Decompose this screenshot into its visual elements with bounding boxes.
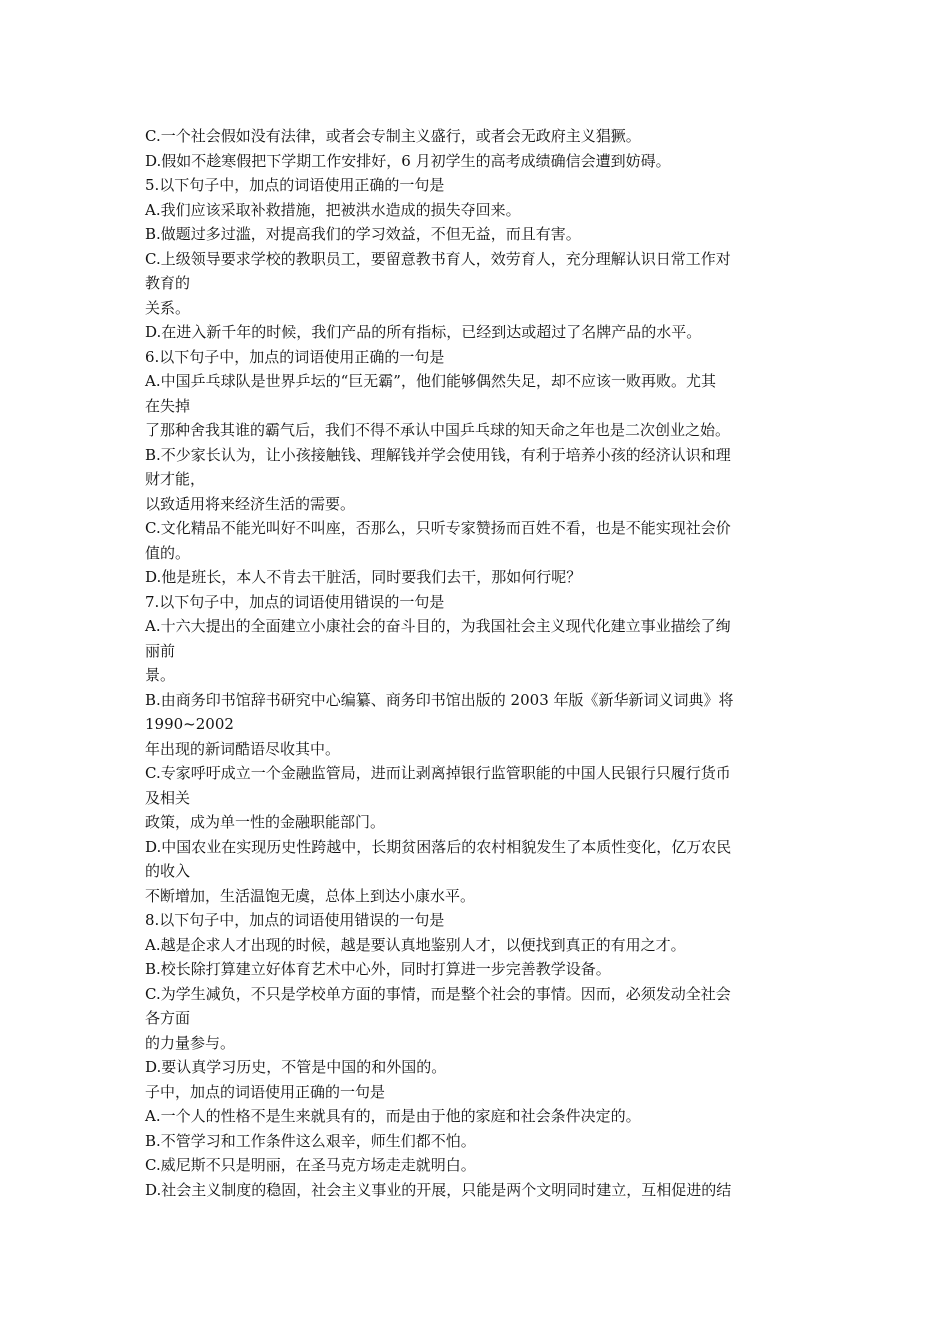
text-line: D.要认真学习历史，不管是中国的和外国的。 (145, 1058, 447, 1076)
text-line: 年出现的新词酷语尽收其中。 (145, 739, 341, 758)
text-line: B.由商务印书馆辞书研究中心编纂、商务印书馆出版的 2003 年版《新华新词义词典》将 (145, 690, 734, 709)
text-line: B.做题过多过滥，对提高我们的学习效益，不但无益，而且有害。 (145, 225, 581, 243)
text-line: 关系。 (145, 298, 191, 317)
text-line: 不断增加，生活温饱无虞，总体上到达小康水平。 (145, 886, 476, 905)
text-line: 的力量参与。 (145, 1033, 236, 1052)
text-line: D.在进入新千年的时候，我们产品的所有指标，已经到达或超过了名牌产品的水平。 (145, 323, 702, 341)
text-line: A.十六大提出的全面建立小康社会的奋斗目的，为我国社会主义现代化建立事业描绘了绚 (145, 617, 731, 635)
text-line: 在失掉 (145, 396, 191, 415)
text-line: C.文化精品不能光叫好不叫座，否那么，只听专家赞扬而百姓不看，也是不能实现社会价 (145, 519, 731, 537)
text-line: C.上级领导要求学校的教职员工，要留意教书育人，效劳育人，充分理解认识日常工作对 (145, 249, 731, 268)
text-line: C.专家呼吁成立一个金融监管局，进而让剥离掉银行监管职能的中国人民银行只履行货币 (145, 764, 731, 782)
text-line: 及相关 (145, 788, 191, 807)
text-line: D.中国农业在实现历史性跨越中，长期贫困落后的农村相貌发生了本质性变化，亿万农民 (145, 837, 732, 856)
text-line: 各方面 (145, 1009, 191, 1027)
text-line: 子中，加点的词语使用正确的一句是 (145, 1082, 386, 1101)
text-line: D.社会主义制度的稳固，社会主义事业的开展，只能是两个文明同时建立，互相促进的结 (145, 1180, 732, 1199)
text-line: C.威尼斯不只是明丽，在圣马克方场走走就明白。 (145, 1156, 476, 1174)
text-line: A.越是企求人才出现的时候，越是要认真地鉴别人才，以便找到真正的有用之才。 (145, 935, 686, 954)
text-line: A.一个人的性格不是生来就具有的，而是由于他的家庭和社会条件决定的。 (145, 1107, 641, 1125)
text-line: 8.以下句子中，加点的词语使用错误的一句是 (145, 911, 445, 929)
text-line: A.我们应该采取补救措施，把被洪水造成的损失夺回来。 (145, 200, 521, 219)
text-line: 5.以下句子中，加点的词语使用正确的一句是 (145, 176, 445, 194)
text-line: 的收入 (145, 862, 191, 880)
text-line: D.他是班长，本人不肯去干脏活，同时要我们去干，那如何行呢？ (145, 568, 582, 586)
text-line: 值的。 (145, 543, 191, 562)
text-line: 以致适用将来经济生活的需要。 (145, 494, 356, 513)
text-line: 丽前 (145, 641, 176, 660)
text-line: 政策，成为单一性的金融职能部门。 (145, 813, 386, 831)
text-line: B.校长除打算建立好体育艺术中心外，同时打算进一步完善教学设备。 (145, 960, 611, 978)
text-line: 7.以下句子中，加点的词语使用错误的一句是 (145, 592, 445, 611)
text-line: A.中国乒乓球队是世界乒坛的“巨无霸”，他们能够偶然失足，却不应该一败再败。尤其 (145, 372, 716, 390)
text-line: 财才能， (145, 470, 206, 488)
text-line: 6.以下句子中，加点的词语使用正确的一句是 (145, 347, 445, 366)
document-body (145, 124, 815, 1202)
text-line: B.不管学习和工作条件这么艰辛，师生们都不怕。 (145, 1131, 476, 1150)
text-line: 了那种舍我其谁的霸气后，我们不得不承认中国乒乓球的知天命之年也是二次创业之始。 (145, 421, 731, 439)
text-line: C.为学生减负，不只是学校单方面的事情，而是整个社会的事情。因而，必须发动全社会 (145, 984, 731, 1003)
text-line: D.假如不趁寒假把下学期工作安排好，6 月初学生的高考成绩确信会遭到妨碍。 (145, 151, 671, 170)
text-line: C.一个社会假如没有法律，或者会专制主义盛行，或者会无政府主义猖獗。 (145, 127, 641, 145)
text-line: 景。 (145, 666, 176, 684)
text-line: 教育的 (145, 274, 191, 292)
text-line: B.不少家长认为，让小孩接触钱、理解钱并学会使用钱，有利于培养小孩的经济认识和理 (145, 445, 731, 464)
text-line: 1990~2002 (145, 715, 234, 733)
